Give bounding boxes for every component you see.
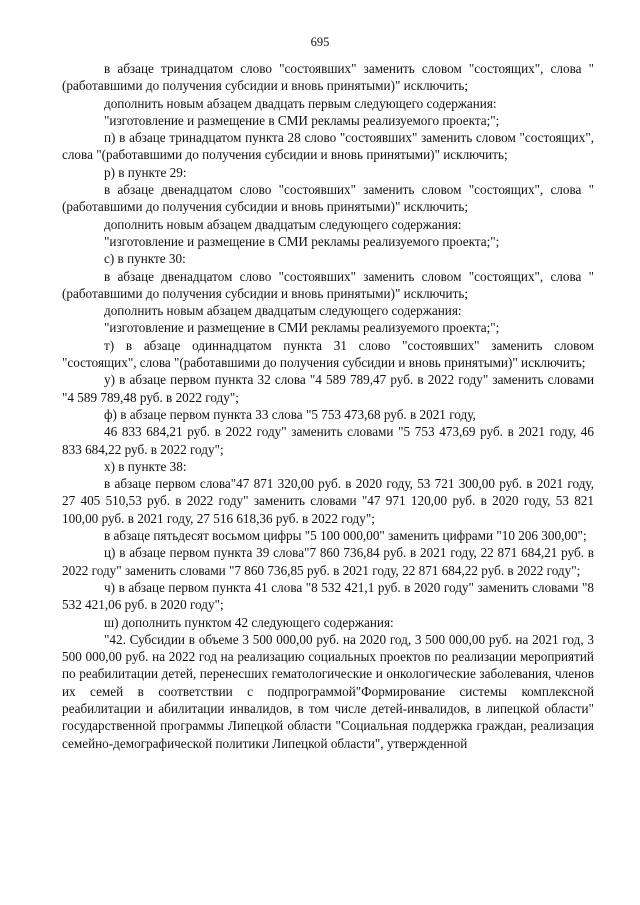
paragraph: в абзаце тринадцатом слово "состоявших" заменить словом "состоящих", слова "(работавшими до получения субсидии и вновь принятыми)" исключить; — [62, 61, 594, 94]
paragraph: в абзаце двенадцатом слово "состоявших" заменить словом "состоящих", слова "(работавшими до получения субсидии и вновь принятыми)" исключить; — [62, 268, 594, 301]
paragraph: у) в абзаце первом пункта 32 слова "4 589 789,47 руб. в 2022 году" заменить словами "4 589 789,48 руб. в 2022 году"; — [62, 372, 594, 405]
document-body — [62, 60, 594, 752]
paragraph: дополнить новым абзацем двадцатым следующего содержания: — [104, 216, 462, 232]
paragraph: в абзаце первом слова"47 871 320,00 руб. в 2020 году, 53 721 300,00 руб. в 2021 году, 27 405 510,53 руб. в 2022 году" заменить словами "47 971 120,00 руб. в 2020 году, 53 821 100,00 руб. в 2021 году, 27 516 618,36 руб. в 2022 году"; — [62, 476, 594, 526]
paragraph: ч) в абзаце первом пункта 41 слова "8 532 421,1 руб. в 2020 году" заменить словами "8 532 421,06 руб. в 2020 году"; — [62, 579, 594, 613]
paragraph: п) в абзаце тринадцатом пункта 28 слово "состоявших" заменить словом "состоящих", слова "(работавшими до получения субсидии и вновь принятыми)" исключить; — [62, 130, 594, 163]
paragraph: дополнить новым абзацем двадцатым следующего содержания: — [104, 303, 462, 319]
paragraph: 46 833 684,21 руб. в 2022 году" заменить словами "5 753 473,69 руб. в 2021 году, 46 833 684,22 руб. в 2022 году"; — [62, 424, 594, 457]
paragraph: ш) дополнить пунктом 42 следующего содержания: — [104, 614, 394, 630]
paragraph: "изготовление и размещение в СМИ рекламы реализуемого проекта;"; — [104, 320, 500, 336]
paragraph: ц) в абзаце первом пункта 39 слова"7 860 736,84 руб. в 2021 году, 22 871 684,21 руб. в 2022 году" заменить словами "7 860 736,85 руб. в 2021 году, 22 871 684,22 руб. в 2022 году"; — [62, 545, 594, 578]
paragraph: "изготовление и размещение в СМИ рекламы реализуемого проекта;"; — [104, 233, 500, 249]
page-number: 695 — [310, 35, 330, 49]
paragraph: р) в пункте 29: — [104, 164, 187, 180]
paragraph: х) в пункте 38: — [104, 458, 187, 474]
paragraph: "42. Субсидии в объеме 3 500 000,00 руб. на 2020 год, 3 500 000,00 руб. на 2021 год, 3 500 000,00 руб. на 2022 год на реализацию социальных проектов по реализации мероприятий по реабилитации детей, перенесших гематологические и онкологические заболевания, членов их семей в соответствии с подпрограммой"Формирование системы комплексной реабилитации и абилитации инвалидов, в том числе детей-инвалидов, в липецкой области" государственной программы Липецкой области "Социальная поддержка граждан, реализация семейно-демографической политики Липецкой области", утвержденной — [62, 631, 594, 751]
paragraph: "изготовление и размещение в СМИ рекламы реализуемого проекта;"; — [104, 112, 500, 128]
paragraph: т) в абзаце одиннадцатом пункта 31 слово "состоявших" заменить словом "состоящих", слова "(работавшими до получения субсидии и вновь принятыми)" исключить; — [62, 337, 594, 371]
paragraph: дополнить новым абзацем двадцать первым следующего содержания: — [104, 95, 497, 111]
paragraph: с) в пункте 30: — [104, 251, 186, 267]
paragraph: в абзаце двенадцатом слово "состоявших" заменить словом "состоящих", слова "(работавшими до получения субсидии и вновь принятыми)" исключить; — [62, 182, 594, 215]
paragraph: ф) в абзаце первом пункта 33 слова "5 753 473,68 руб. в 2021 году, — [104, 406, 476, 422]
paragraph: в абзаце пятьдесят восьмом цифры "5 100 000,00" заменить цифрами "10 206 300,00"; — [104, 528, 587, 544]
